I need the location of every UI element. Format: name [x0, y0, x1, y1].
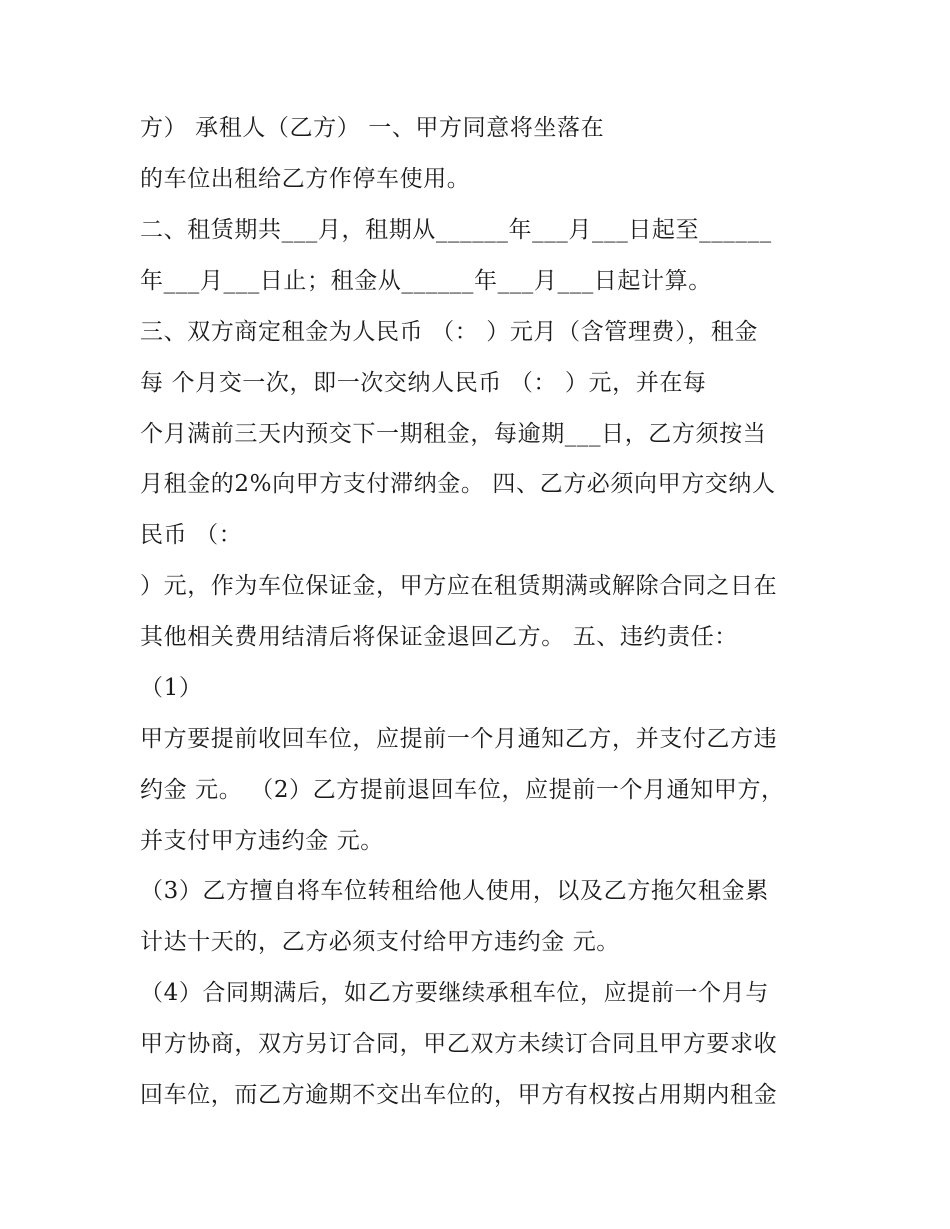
text-line: 个月满前三天内预交下一期租金，每逾期___日，乙方须按当 — [140, 421, 767, 447]
text-line: 回车位，而乙方逾期不交出车位的，甲方有权按占用期内租金 — [140, 1082, 778, 1108]
text-line: 民币 （： — [140, 522, 243, 548]
text-line: ）元，作为车位保证金，甲方应在租赁期满或解除合同之日在 — [140, 573, 778, 599]
text-line: 二、租赁期共___月，租期从______年___月___日起至______ — [140, 217, 772, 243]
text-line: 三、双方商定租金为人民币 （： ）元月（含管理费），租金 — [140, 319, 758, 345]
text-line: 甲方要提前收回车位，应提前一个月通知乙方，并支付乙方违 — [140, 726, 778, 752]
text-line: 约金 元。 （2）乙方提前退回车位，应提前一个月通知甲方， — [140, 777, 785, 803]
text-line: 计达十天的，乙方必须支付给甲方违约金 元。 — [140, 929, 620, 955]
text-line: 方） 承租人（乙方） 一、甲方同意将坐落在 — [140, 115, 605, 141]
text-line: 的车位出租给乙方作停车使用。 — [140, 166, 471, 192]
text-line: （1） — [140, 675, 203, 701]
text-line: 并支付甲方违约金 元。 — [140, 828, 384, 854]
text-line: （3）乙方擅自将车位转租给他人使用，以及乙方拖欠租金累 — [140, 878, 769, 904]
text-line: 甲方协商，双方另订合同，甲乙双方未续订合同且甲方要求收 — [140, 1031, 778, 1057]
text-line: 年___月___日止；租金从______年___月___日起计算。 — [140, 268, 712, 294]
text-line: 其他相关费用结清后将保证金退回乙方。 五、违约责任： — [140, 624, 738, 650]
text-line: 月租金的2%向甲方支付滞纳金。 四、乙方必须向甲方交纳人 — [140, 471, 776, 497]
text-line: （4）合同期满后，如乙方要继续承租车位，应提前一个月与 — [140, 980, 769, 1006]
text-line: 每 个月交一次，即一次交纳人民币 （： ）元，并在每 — [140, 370, 707, 396]
